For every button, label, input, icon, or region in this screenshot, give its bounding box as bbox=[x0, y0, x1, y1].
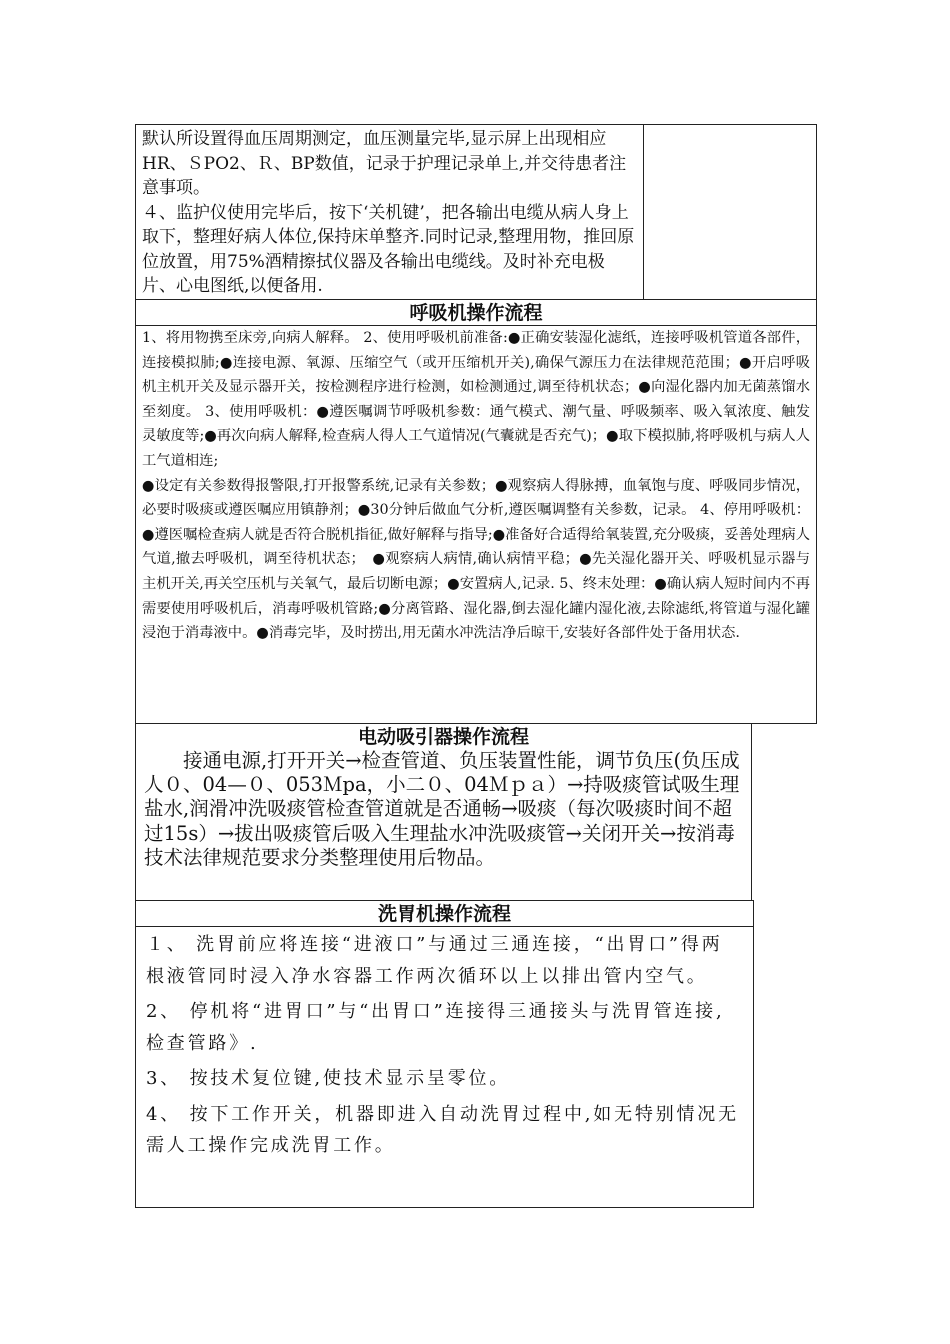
monitor-procedure-table bbox=[135, 124, 817, 300]
monitor-paragraph-1: 默认所设置得血压周期测定，血压测量完毕,显示屏上出现相应HR、ＳPO2、Ｒ、BP数值，记录于护理记录单上,并交待患者注意事项。 bbox=[142, 129, 627, 198]
ventilator-section-title: 呼吸机操作流程 bbox=[135, 299, 817, 326]
lavage-section-title: 洗胃机操作流程 bbox=[135, 900, 754, 927]
lavage-step-4: 4、 按下工作开关，机器即进入自动洗胃过程中,如无特别情况无需人工操作完成洗胃工作。 bbox=[146, 1103, 739, 1156]
ventilator-paragraph-1: 1、将用物携至床旁,向病人解释。 2、使用呼吸机前准备:●正确安装湿化滤纸，连接呼吸机管道各部件，连接模拟肺;●连接电源、氧源、压缩空气（或开压缩机开关),确保气源压力在法律规范范围；●开启呼吸机主机开关及显示器开关，按检测程序进行检测，如检测通过,调至待机状态；●向湿化器内加无菌蒸馏水至刻度。 3、使用呼吸机：●遵医嘱调节呼吸机参数：通气模式、潮气量、呼吸频率、吸入氧浓度、触发灵敏度等;●再次向病人解释,检查病人得人工气道情况(气囊就是否充气)；●取下模拟肺,将呼吸机与病人人工气道相连; bbox=[142, 330, 810, 469]
suction-section-title: 电动吸引器操作流程 bbox=[135, 723, 752, 750]
monitor-procedure-cell bbox=[136, 125, 644, 299]
suction-paragraph: 接通电源,打开开关→检查管道、负压装置性能，调节负压(负压成人０、04—０、053Ｍpa，小二０、04Ｍｐａ）→持吸痰管试吸生理盐水,润滑冲洗吸痰管检查管道就是否通畅→吸痰（每次吸痰时间不超过15s）→拔出吸痰管后吸入生理盐水冲洗吸痰管→关闭开关→按消毒技术法律规范要求分类整理使用后物品。 bbox=[144, 749, 740, 869]
ventilator-procedure-cell bbox=[135, 325, 817, 724]
lavage-procedure-cell bbox=[135, 926, 754, 1208]
lavage-step-3: 3、 按技术复位键,使技术显示呈零位。 bbox=[146, 1068, 511, 1089]
monitor-paragraph-2: ４、监护仪使用完毕后，按下‘关机键’，把各输出电缆从病人身上取下，整理好病人体位,保持床单整齐.同时记录,整理用物，推回原位放置，用75%酒精擦拭仪器及各输出电缆线。及时补充电极片、心电图纸,以便备用. bbox=[142, 202, 635, 296]
lavage-step-1: １、 洗胃前应将连接“进液口”与通过三通连接，“出胃口”得两根液管同时浸入净水容器工作两次循环以上以排出管内空气。 bbox=[146, 934, 723, 987]
lavage-step-2: 2、 停机将“进胃口”与“出胃口”连接得三通接头与洗胃管连接,检查管路》. bbox=[146, 1001, 725, 1054]
ventilator-paragraph-2: ●设定有关参数得报警限,打开报警系统,记录有关参数；●观察病人得脉搏，血氧饱与度、呼吸同步情况，必要时吸痰或遵医嘱应用镇静剂；●30分钟后做血气分析,遵医嘱调整有关参数，记录。 4、停用呼吸机：●遵医嘱检查病人就是否符合脱机指征,做好解释与指导;●准备好合适得给氧装置,充分吸痰，妥善处理病人气道,撤去呼吸机，调至待机状态； ●观察病人病情,确认病情平稳；●先关湿化器开关、呼吸机显示器与主机开关,再关空压机与关氧气，最后切断电源；●安置病人,记录. 5、终末处理：●确认病人短时间内不再需要使用呼吸机后，消毒呼吸机管路;●分离管路、湿化器,倒去湿化罐内湿化液,去除滤纸,将管道与湿化罐浸泡于消毒液中。●消毒完毕，及时捞出,用无菌水冲洗洁净后晾干,安装好各部件处于备用状态. bbox=[142, 477, 810, 642]
suction-procedure-cell bbox=[135, 749, 752, 901]
